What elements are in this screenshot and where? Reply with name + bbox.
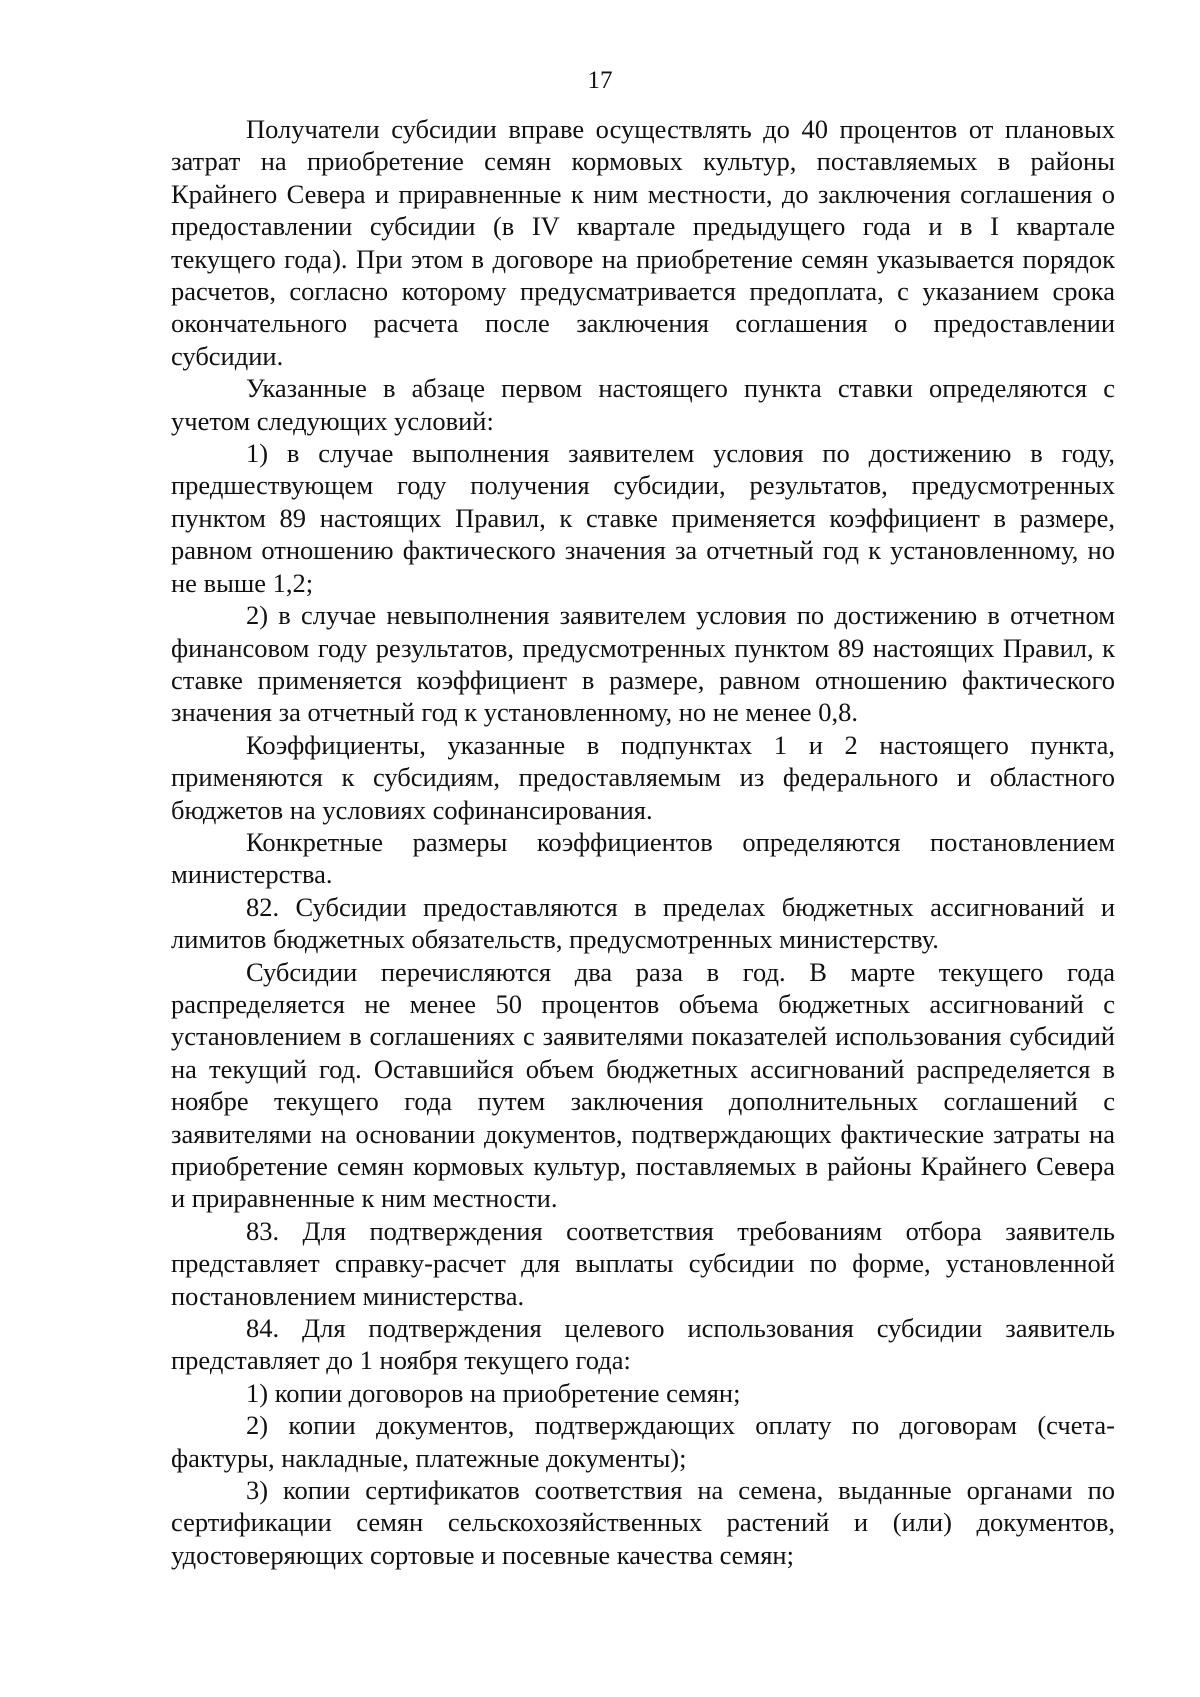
paragraph-condition-1: 1) в случае выполнения заявителем условия по достижению в году, предшествующем году получения субсидии, результатов, предусмотренных пунктом 89 настоящих Правил, к ставке применяется коэффициент в размере, равном отношению фактического значения за отчетный год к установленному, но не выше 1,2;: [171, 438, 1115, 598]
paragraph-advance-payment: Получатели субсидии вправе осуществлять до 40 процентов от плановых затрат на приобретение семян кормовых культур, поставляемых в районы Крайнего Севера и приравненные к ним местности, до заключения соглашения о предоставлении субсидии (в IV квартале предыдущего года и в I квартале текущего года). При этом в договоре на приобретение семян указывается порядок расчетов, согласно которому предусматривается предоплата, с указанием срока окончательного расчета после заключения соглашения о предоставлении субсидии.: [171, 114, 1115, 371]
list-item-contracts: 1) копии договоров на приобретение семян;: [246, 1377, 741, 1408]
paragraph-clause-82: 82. Субсидии предоставляются в пределах бюджетных ассигнований и лимитов бюджетных обязательств, предусмотренных министерству.: [171, 891, 1115, 955]
paragraph-transfer-schedule: Субсидии перечисляются два раза в год. В марте текущего года распределяется не менее 50 процентов объема бюджетных ассигнований с установлением в соглашениях с заявителями показателей использования субсидий на текущий год. Оставшийся объем бюджетных ассигнований распределяется в ноябре текущего года путем заключения дополнительных соглашений с заявителями на основании документов, подтверждающих фактические затраты на приобретение семян кормовых культур, поставляемых в районы Крайнего Севера и приравненные к ним местности.: [171, 956, 1115, 1214]
paragraph-coefficients-apply: Коэффициенты, указанные в подпунктах 1 и 2 настоящего пункта, применяются к субсидиям, предоставляемым из федерального и областного бюджетов на условиях софинансирования.: [171, 729, 1115, 825]
page-number: 17: [587, 67, 613, 94]
list-item-certificates: 3) копии сертификатов соответствия на семена, выданные органами по сертификации семян сельскохозяйственных растений и (или) документов, удостоверяющих сортовые и посевные качества семян;: [171, 1475, 1115, 1570]
document-body: [171, 113, 1115, 1571]
paragraph-clause-84: 84. Для подтверждения целевого использования субсидии заявитель представляет до 1 ноября текущего года:: [171, 1313, 1115, 1376]
paragraph-coefficients-sizes: Конкретные размеры коэффициентов определяются постановлением министерства.: [171, 826, 1115, 890]
paragraph-rate-conditions: Указанные в абзаце первом настоящего пункта ставки определяются с учетом следующих условий:: [171, 373, 1115, 436]
paragraph-condition-2: 2) в случае невыполнения заявителем условия по достижению в отчетном финансовом году результатов, предусмотренных пунктом 89 настоящих Правил, к ставке применяется коэффициент в размере, равном отношению фактического значения за отчетный год к установленному, но не менее 0,8.: [171, 600, 1115, 728]
list-item-payment-documents: 2) копии документов, подтверждающих оплату по договорам (счета-фактуры, накладные, платежные документы);: [171, 1410, 1115, 1473]
paragraph-clause-83: 83. Для подтверждения соответствия требованиям отбора заявитель представляет справку-расчет для выплаты субсидии по форме, установленной постановлением министерства.: [171, 1215, 1115, 1311]
